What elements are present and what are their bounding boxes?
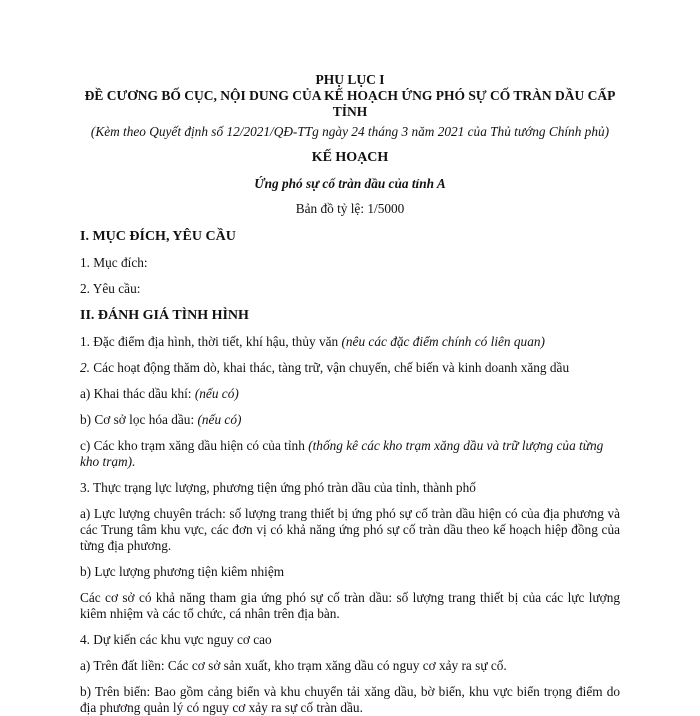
section-2-item-3b: b) Lực lượng phương tiện kiêm nhiệm <box>80 564 285 579</box>
reference-line: (Kèm theo Quyết định số 12/2021/QĐ-TTg ngày 24 tháng 3 năm 2021 của Thủ tướng Chính phủ) <box>90 124 610 139</box>
section-2-item-4: 4. Dự kiến các khu vực nguy cơ cao <box>80 632 272 647</box>
section-2-item-4a: a) Trên đất liền: Các cơ sở sản xuất, kho trạm xăng dầu có nguy cơ xảy ra sự cố. <box>80 658 507 673</box>
item-2b-note: (nếu có) <box>197 412 242 427</box>
document-title-cont: TỈNH <box>332 104 368 119</box>
section-2-item-2b <box>80 412 620 428</box>
plan-subtitle: Ứng phó sự cố tràn dầu của tỉnh A <box>254 176 446 191</box>
section-2-item-2-num: 2. <box>80 360 90 375</box>
section-2-item-3b-detail: Các cơ sở có khả năng tham gia ứng phó sự cố tràn dầu: số lượng trang thiết bị của các lực lượng kiêm nhiệm và các tổ chức, cá nhân trên địa bàn. <box>80 590 620 621</box>
section-2-item-2 <box>80 360 620 376</box>
item-2c-note: (thống kê các kho trạm xăng dầu và trữ lượng của từng kho trạm). <box>80 438 604 469</box>
section-2-heading: II. ĐÁNH GIÁ TÌNH HÌNH <box>80 308 249 323</box>
section-1-item-1: 1. Mục đích: <box>80 255 148 270</box>
item-2b-text: b) Cơ sở lọc hóa dầu: <box>80 412 198 427</box>
section-2-item-1-note: (nêu các đặc điểm chính có liên quan) <box>341 334 545 349</box>
section-1-item-2: 2. Yêu cầu: <box>80 281 141 296</box>
document-title: ĐỀ CƯƠNG BỐ CỤC, NỘI DUNG CỦA KẾ HOẠCH ỨNG PHÓ SỰ CỐ TRÀN DẦU CẤP <box>84 88 616 103</box>
section-2-item-3: 3. Thực trạng lực lượng, phương tiện ứng phó tràn dầu của tỉnh, thành phố <box>80 480 476 495</box>
item-2c-text: c) Các kho trạm xăng dầu hiện có của tỉnh <box>80 438 309 453</box>
section-2-item-2c <box>80 438 620 470</box>
section-2-item-1-text: 1. Đặc điểm địa hình, thời tiết, khí hậu, thủy văn <box>80 334 342 349</box>
section-2-item-2-text: Các hoạt động thăm dò, khai thác, tàng trữ, vận chuyển, chế biến và kinh doanh xăng dầu <box>89 360 570 375</box>
item-2a-note: (nếu có) <box>194 386 239 401</box>
section-2-item-4b: b) Trên biển: Bao gồm cảng biển và khu chuyển tải xăng dầu, bờ biển, khu vực biển trọng điểm do địa phương quản lý có nguy cơ xảy ra sự cố tràn dầu. <box>80 684 620 715</box>
section-1-heading: I. MỤC ĐÍCH, YÊU CẦU <box>80 229 236 244</box>
document-page <box>80 72 620 716</box>
map-scale: Bản đồ tỷ lệ: 1/5000 <box>295 201 405 216</box>
item-2a-text: a) Khai thác dầu khí: <box>80 386 195 401</box>
section-2-item-2a <box>80 386 620 402</box>
section-2-item-3a: a) Lực lượng chuyên trách: số lượng trang thiết bị ứng phó sự cố tràn dầu hiện có của địa phương và các Trung tâm khu vực, các đơn vị có khả năng ứng phó sự cố tràn dầu theo kế hoạch hiệp đồng của từng địa phương. <box>80 506 620 553</box>
appendix-label: PHỤ LỤC I <box>315 72 385 87</box>
plan-heading: KẾ HOẠCH <box>311 150 389 165</box>
section-2-item-1 <box>80 334 620 350</box>
